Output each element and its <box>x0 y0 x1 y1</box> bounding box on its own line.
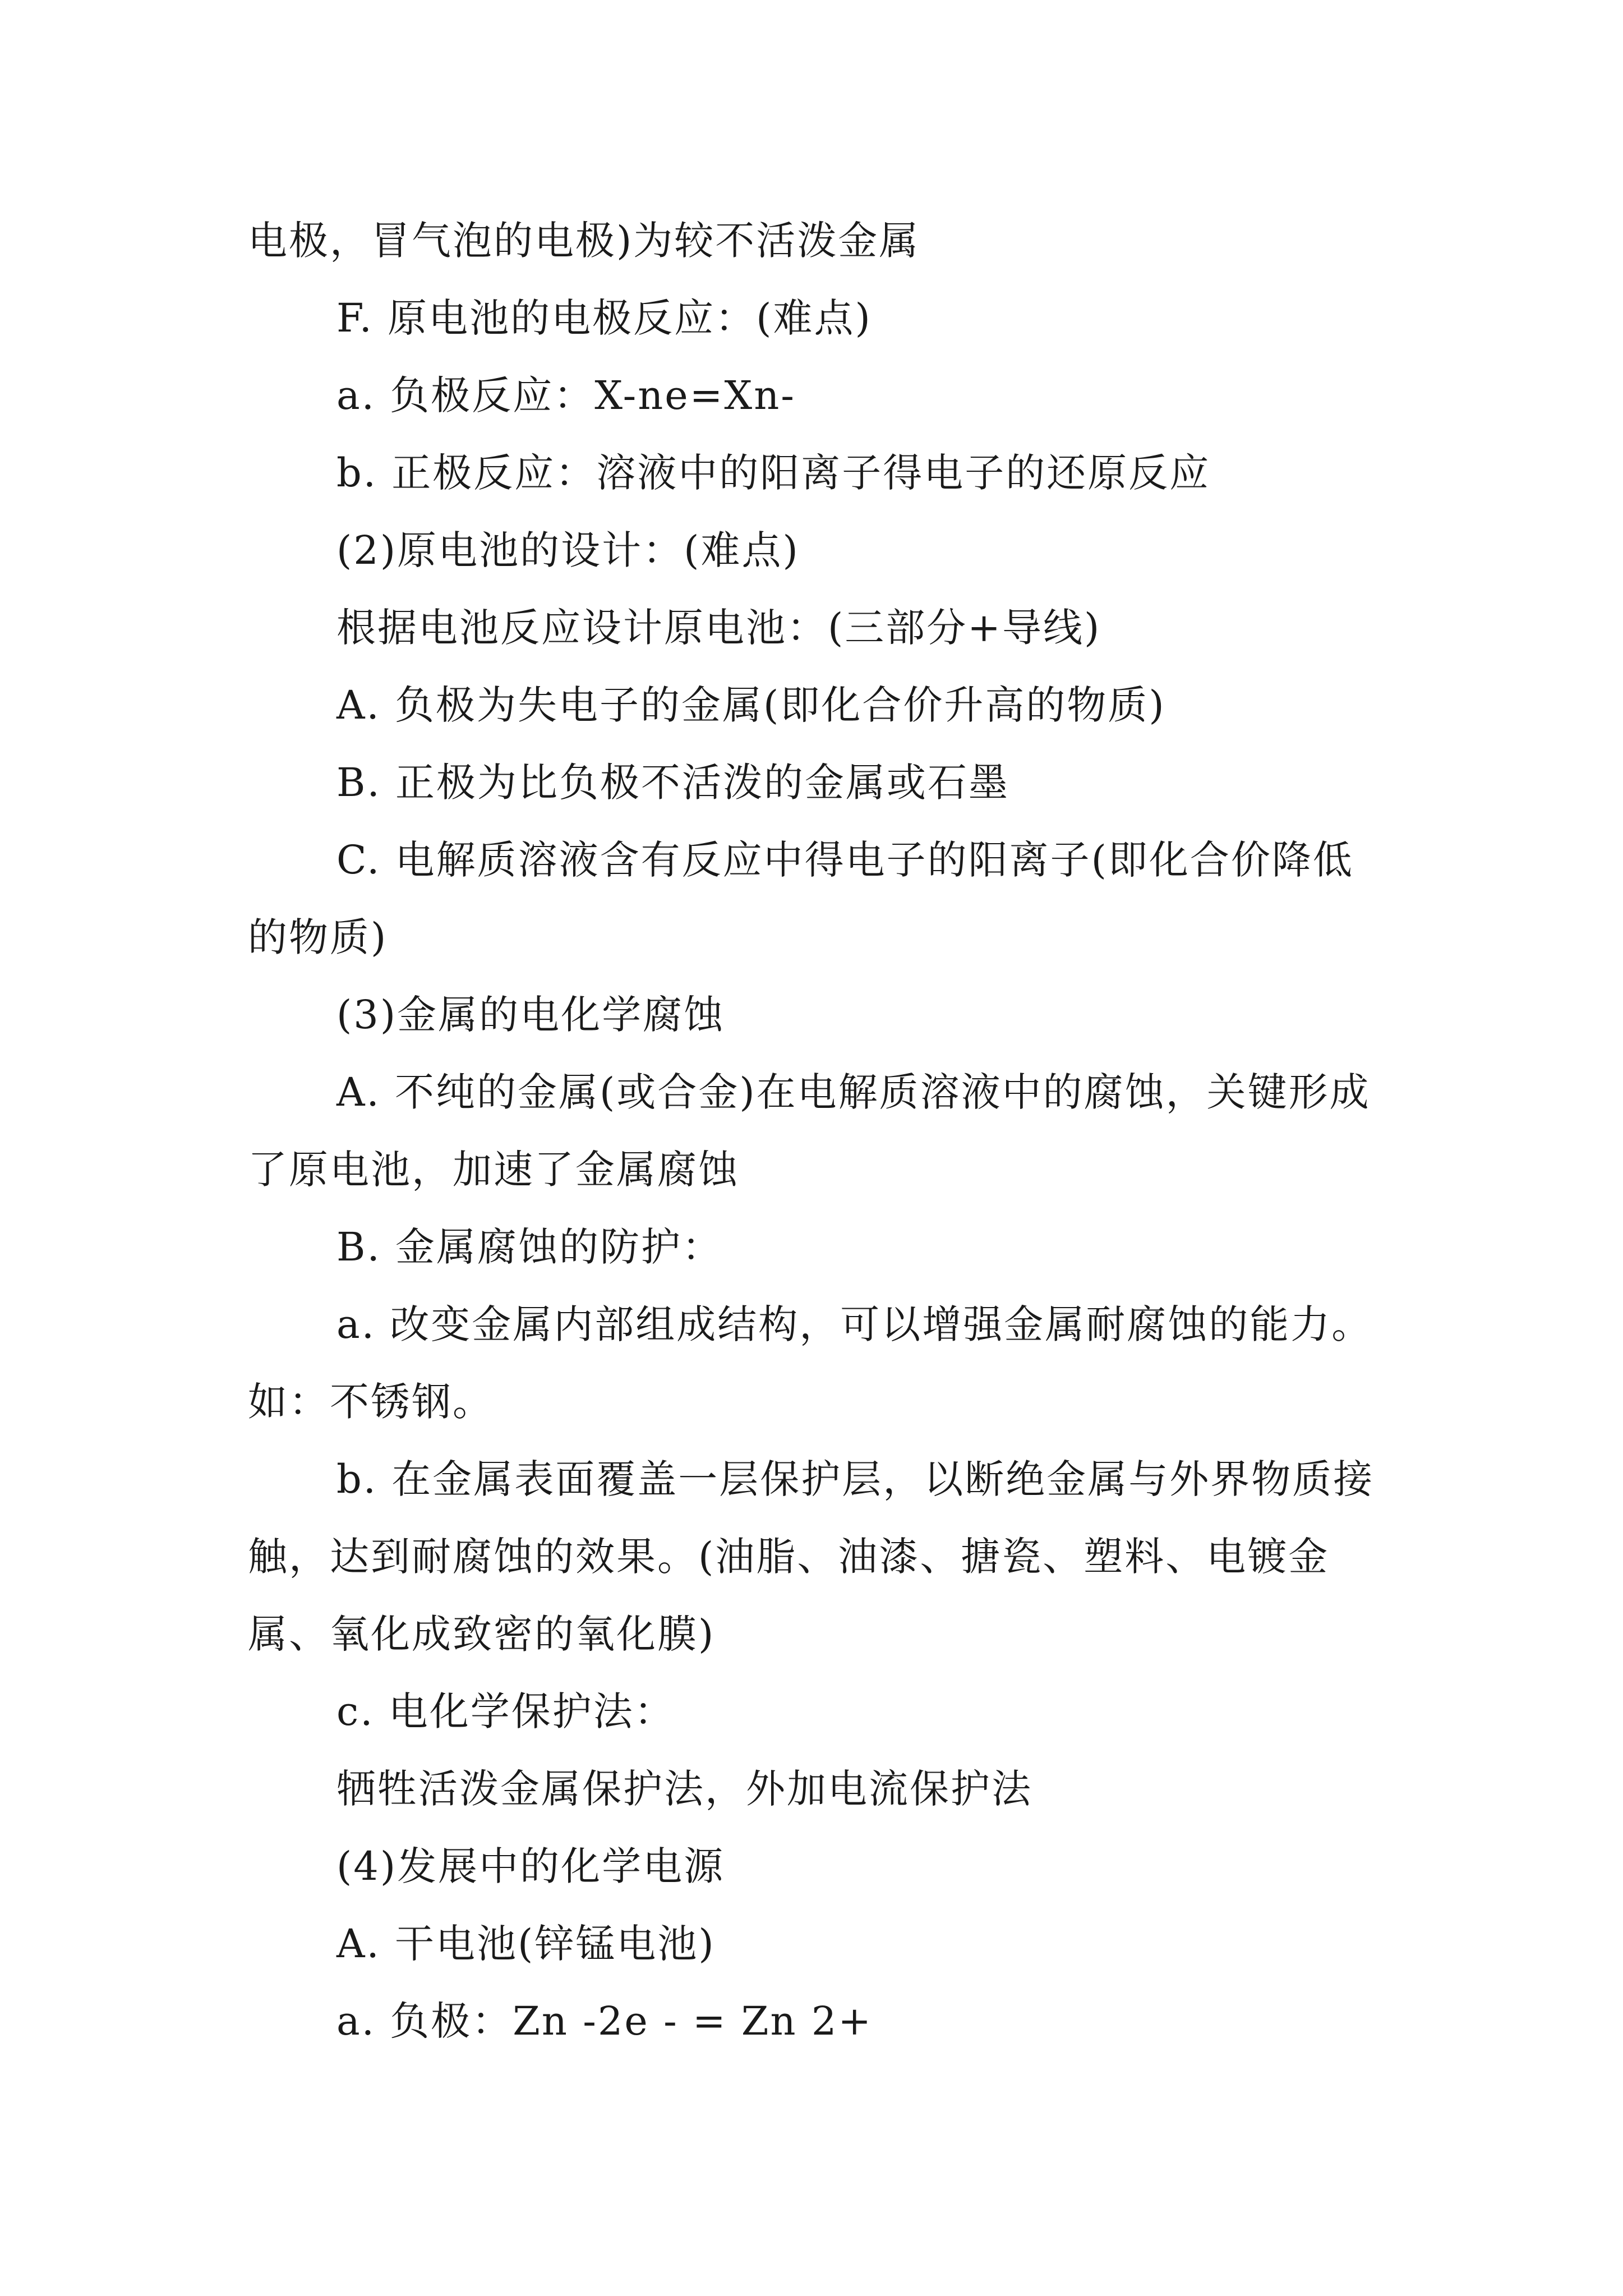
paragraph: 根据电池反应设计原电池：(三部分+导线) <box>336 605 1101 651</box>
paragraph: b. 正极反应：溶液中的阳离子得电子的还原反应 <box>336 450 1211 496</box>
paragraph: c. 电化学保护法： <box>336 1688 675 1734</box>
paragraph: a. 改变金属内部组成结构，可以增强金属耐腐蚀的能力。如：不锈钢。 <box>248 1301 1373 1425</box>
paragraph: b. 在金属表面覆盖一层保护层，以断绝金属与外界物质接触，达到耐腐蚀的效果。(油脂、油漆、搪瓷、塑料、电镀金属、氧化成致密的氧化膜) <box>248 1456 1375 1657</box>
paragraph: A. 负极为失电子的金属(即化合价升高的物质) <box>336 682 1166 728</box>
paragraph: a. 负极反应：X-ne=Xn- <box>336 372 796 418</box>
section-heading: (4)发展中的化学电源 <box>336 1843 725 1889</box>
paragraph: A. 不纯的金属(或合金)在电解质溶液中的腐蚀，关键形成了原电池，加速了金属腐蚀 <box>248 1069 1371 1193</box>
paragraph: 牺牲活泼金属保护法，外加电流保护法 <box>336 1766 1032 1812</box>
paragraph: B. 金属腐蚀的防护： <box>336 1224 723 1270</box>
section-heading: (2)原电池的设计：(难点) <box>336 527 800 573</box>
paragraph: F. 原电池的电极反应：(难点) <box>336 295 872 341</box>
document-body <box>248 202 1386 2060</box>
paragraph: C. 电解质溶液含有反应中得电子的阳离子(即化合价降低的物质) <box>248 837 1354 960</box>
paragraph: a. 负极：Zn -2e - = Zn 2+ <box>336 1998 873 2044</box>
paragraph: B. 正极为比负极不活泼的金属或石墨 <box>336 760 1009 806</box>
paragraph: A. 干电池(锌锰电池) <box>336 1921 716 1967</box>
paragraph: 电极，冒气泡的电极)为较不活泼金属 <box>248 218 920 264</box>
section-heading: (3)金属的电化学腐蚀 <box>336 992 725 1038</box>
